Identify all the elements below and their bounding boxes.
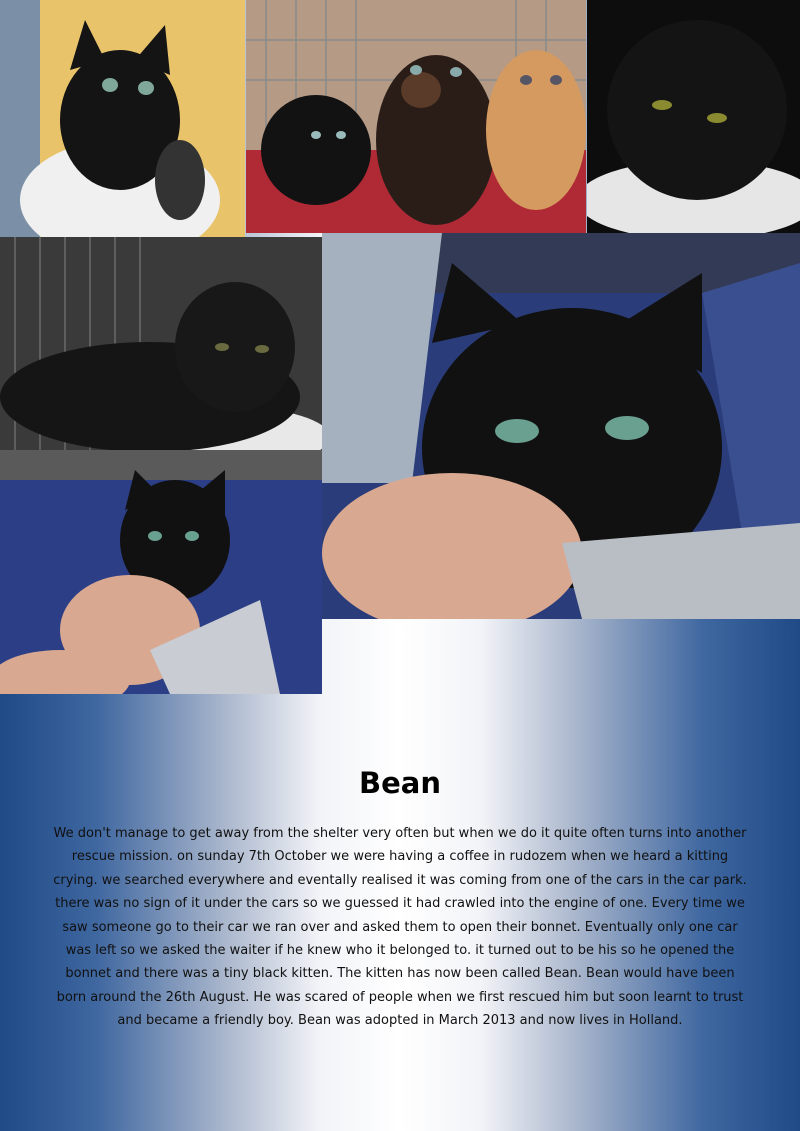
photo-kitten-held-jacket	[0, 450, 322, 694]
article-body: We don't manage to get away from the shelter very often but when we do it quite often turns into another rescue mission. on sunday 7th October we were having a coffee in rudozem when we heard a kitting crying. we searched everywhere and eventally realised it was coming from one of the cars in the car park. there was no sign of it under the cars so we guessed it had crawled into the engine of one. Every time we saw someone go to their car we ran over and asked them to open their bonnet. Eventually only one car was left so we asked the waiter if he knew who it belonged to. it turned out to be his so he opened the bonnet and there was a tiny black kitten. The kitten has now been called Bean. Bean would have been born around the 26th August. He was scared of people when we first rescued him but soon learnt to trust and became a friendly boy. Bean was adopted in March 2013 and now lives in Holland.	[53, 826, 747, 1029]
photo-black-cat-dark	[587, 0, 800, 233]
photo-bean-closeup	[322, 233, 800, 619]
article-title: Bean	[359, 766, 441, 800]
photo-black-cat-in-cage	[0, 237, 322, 450]
photo-kitten-gloved-hand	[0, 0, 245, 238]
photo-three-kittens-in-cage	[246, 0, 586, 233]
